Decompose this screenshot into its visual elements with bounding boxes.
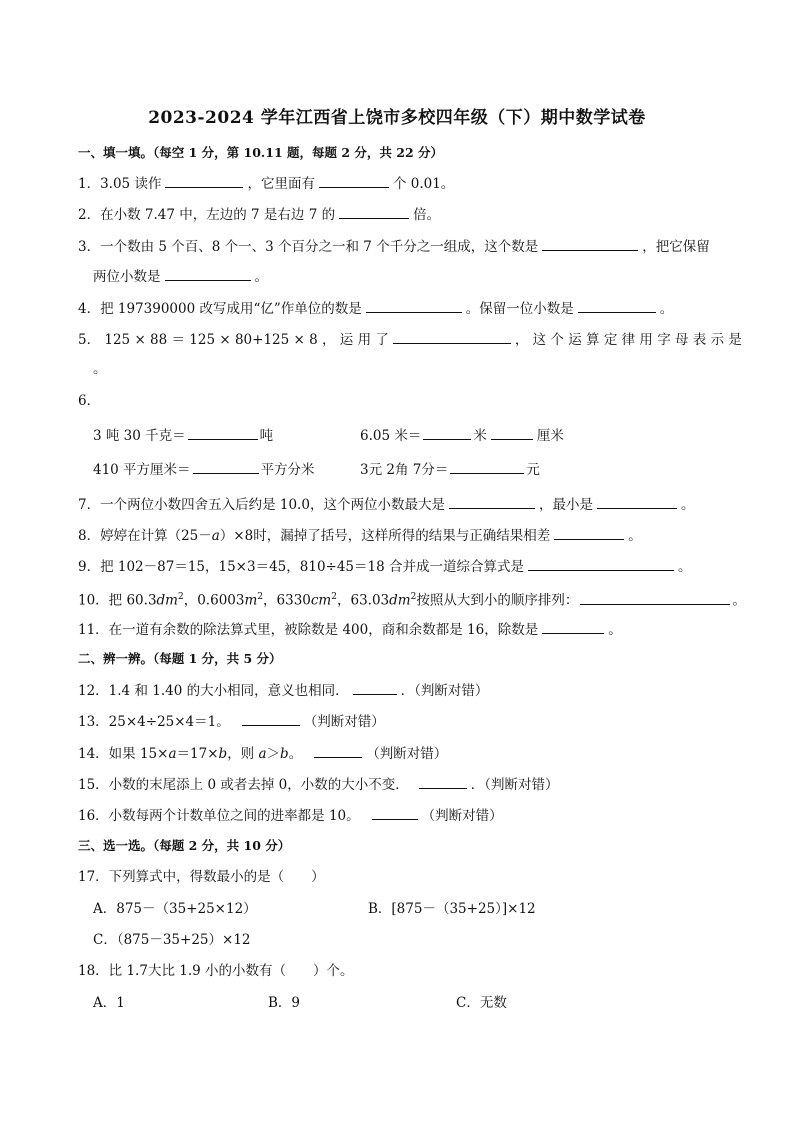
answer-blank[interactable] xyxy=(353,680,397,695)
page-title: 2023-2024 学年江西省上饶市多校四年级（下）期中数学试卷 xyxy=(148,108,646,128)
answer-blank[interactable] xyxy=(528,556,674,571)
answer-blank[interactable] xyxy=(165,266,251,281)
question-7: 7．一个两位小数四舍五入后约是 10.0，这个两位小数最大是 ，最小是 。 xyxy=(78,494,694,515)
answer-blank[interactable] xyxy=(450,459,524,474)
section-heading-3: 三、选一选。（每题 2 分，共 10 分） xyxy=(78,838,291,853)
answer-blank[interactable] xyxy=(554,525,624,540)
answer-blank[interactable] xyxy=(597,494,677,509)
option-a[interactable]: A．875－（35+25×12） xyxy=(93,901,257,917)
question-3: 3．一个数由 5 个百、8 个一、3 个百分之一和 7 个千分之一组成，这个数是 ，把它保留 xyxy=(78,236,710,257)
question-2: 2．在小数 7.47 中，左边的 7 是右边 7 的 倍。 xyxy=(78,204,440,225)
option-a[interactable]: A．1 xyxy=(93,995,125,1011)
answer-blank[interactable] xyxy=(314,743,362,758)
answer-blank[interactable] xyxy=(580,590,730,605)
answer-blank[interactable] xyxy=(242,711,300,726)
question-16: 16．小数每两个计数单位之间的进率都是 10。 （判断对错） xyxy=(78,805,503,826)
answer-blank[interactable] xyxy=(419,774,467,789)
question-18: 18．比 1.7大比 1.9 小的小数有（ ）个。 xyxy=(78,963,354,979)
question-5-cont: 。 xyxy=(93,361,107,377)
answer-blank[interactable] xyxy=(393,329,511,344)
option-b[interactable]: B．9 xyxy=(268,995,301,1011)
option-c[interactable]: C．无数 xyxy=(456,995,507,1011)
question-9: 9．把 102－87＝15，15×3＝45，810÷45＝18 合并成一道综合算式是 。 xyxy=(78,556,692,577)
question-12: 12．1.4 和 1.40 的大小相同，意义也相同． ．（判断对错） xyxy=(78,680,488,701)
answer-blank[interactable] xyxy=(188,425,258,440)
option-c[interactable]: C．（875－35+25）×12 xyxy=(93,932,251,948)
option-b[interactable]: B．[875－（35+25）]×12 xyxy=(368,901,536,917)
question-6-row1-right: 6.05 米＝ 米 厘米 xyxy=(360,425,564,446)
question-6: 6． xyxy=(78,393,101,409)
answer-blank[interactable] xyxy=(578,298,656,313)
answer-blank[interactable] xyxy=(366,298,462,313)
question-1: 1．3.05 读作 ，它里面有 个 0.01。 xyxy=(78,173,454,194)
question-13: 13．25×4÷25×4＝1。 （判断对错） xyxy=(78,711,385,732)
answer-blank[interactable] xyxy=(423,425,471,440)
answer-blank[interactable] xyxy=(339,204,409,219)
answer-blank[interactable] xyxy=(372,805,418,820)
question-4: 4．把 197390000 改写成用“亿”作单位的数是 。保留一位小数是 。 xyxy=(78,298,673,319)
question-5: 5． 125 × 88 ＝ 125 × 80+125 × 8 ， 运 用 了 ， 这 个 运 算 定 律 用 字 母 表 示 是 xyxy=(78,329,742,350)
answer-blank[interactable] xyxy=(193,459,259,474)
answer-blank[interactable] xyxy=(491,425,533,440)
question-17: 17．下列算式中，得数最小的是（ ） xyxy=(78,869,325,885)
question-14: 14．如果 15×a＝17×b，则 a＞b。 （判断对错） xyxy=(78,743,447,764)
question-6-row1-left: 3 吨 30 千克＝ 吨 xyxy=(93,425,273,446)
section-heading-1: 一、填一填。（每空 1 分，第 10.11 题，每题 2 分，共 22 分） xyxy=(78,145,443,160)
answer-blank[interactable] xyxy=(449,494,535,509)
section-heading-2: 二、辨一辨。（每题 1 分，共 5 分） xyxy=(78,651,282,666)
answer-blank[interactable] xyxy=(542,619,604,634)
answer-blank[interactable] xyxy=(165,173,243,188)
question-10: 10．把 $60.3dm^2$，$0.6003m^2$，$6330cm^2$，$63.03dm^2$按照从大到小的顺序排列： 。 xyxy=(78,587,746,611)
question-11: 11．在一道有余数的除法算式里，被除数是 400，商和余数都是 16，除数是 。 xyxy=(78,619,622,640)
answer-blank[interactable] xyxy=(542,236,638,251)
question-6-row2-left: 410 平方厘米＝ 平方分米 xyxy=(93,459,315,480)
question-6-row2-right: 3元 2角 7分＝ 元 xyxy=(360,459,540,480)
question-3-cont: 两位小数是 。 xyxy=(93,266,268,287)
question-8: 8．婷婷在计算（25－a）×8时，漏掉了括号，这样所得的结果与正确结果相差 。 xyxy=(78,525,642,546)
answer-blank[interactable] xyxy=(319,173,389,188)
question-15: 15．小数的末尾添上 0 或者去掉 0，小数的大小不变． ．（判断对错） xyxy=(78,774,558,795)
